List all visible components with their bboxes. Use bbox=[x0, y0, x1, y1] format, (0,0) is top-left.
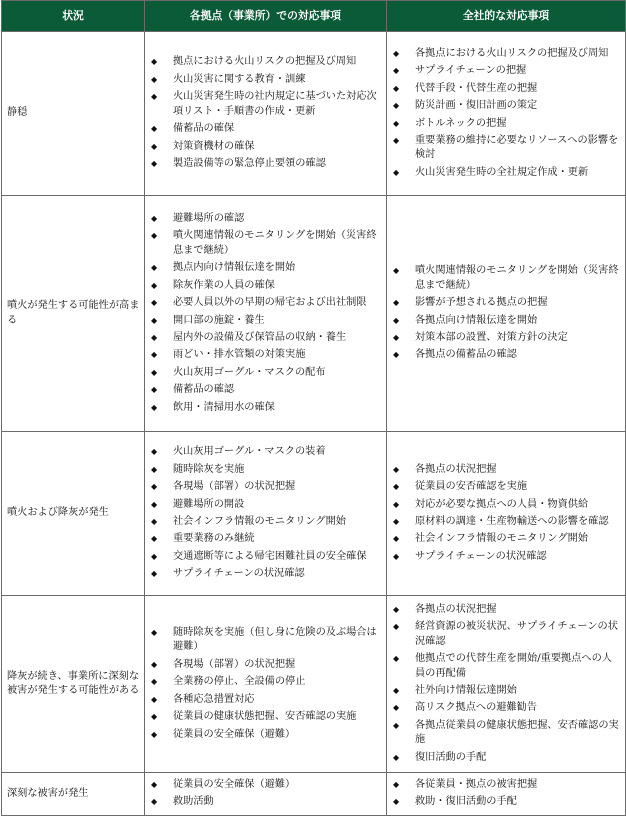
diamond-bullet-icon: ◆ bbox=[393, 482, 400, 492]
list-item-text: 避難場所の開設 bbox=[173, 498, 245, 510]
list-item bbox=[151, 401, 382, 415]
diamond-bullet-icon: ◆ bbox=[393, 780, 400, 789]
overall-actions-list bbox=[393, 47, 621, 181]
list-item-text: 各現場（部署）の状況把握 bbox=[173, 658, 296, 670]
site-actions-list bbox=[151, 445, 382, 582]
list-item bbox=[393, 480, 621, 494]
overall-actions-cell bbox=[387, 773, 626, 816]
list-item-text: 重要業務の維持に必要なリソースへの影響を検討 bbox=[415, 134, 619, 161]
list-item-text: 屋内外の設備及び保管品の収納・養生 bbox=[173, 331, 347, 343]
list-item bbox=[151, 348, 382, 362]
list-item bbox=[151, 261, 382, 275]
diamond-bullet-icon: ◆ bbox=[151, 780, 158, 789]
diamond-bullet-icon: ◆ bbox=[393, 135, 400, 145]
list-item bbox=[393, 532, 621, 546]
diamond-bullet-icon: ◆ bbox=[151, 499, 158, 509]
list-item bbox=[393, 652, 621, 681]
list-item-text: サプライチェーンの状況確認 bbox=[415, 550, 547, 562]
list-item bbox=[151, 90, 382, 119]
diamond-bullet-icon: ◆ bbox=[151, 57, 158, 67]
diamond-bullet-icon: ◆ bbox=[393, 499, 400, 509]
diamond-bullet-icon: ◆ bbox=[393, 604, 400, 614]
diamond-bullet-icon: ◆ bbox=[393, 703, 400, 713]
site-actions-list bbox=[151, 212, 382, 416]
diamond-bullet-icon: ◆ bbox=[151, 569, 158, 579]
list-item-text: 重要業務のみ継続 bbox=[173, 533, 255, 545]
list-item-text: 避難場所の確認 bbox=[173, 212, 245, 224]
list-item bbox=[393, 620, 621, 649]
list-item bbox=[393, 314, 621, 328]
site-actions-cell bbox=[145, 596, 387, 773]
list-item-text: 火山灰用ゴーグル・マスクの装着 bbox=[173, 446, 326, 458]
list-item bbox=[393, 134, 621, 163]
diamond-bullet-icon: ◆ bbox=[151, 627, 158, 637]
list-item bbox=[151, 463, 382, 477]
overall-actions-cell bbox=[387, 32, 626, 196]
list-item bbox=[393, 296, 621, 310]
list-item-text: 社会インフラ情報のモニタリング開始 bbox=[173, 516, 346, 527]
list-item-text: 製造設備等の緊急停止要領の確認 bbox=[173, 158, 326, 170]
list-item bbox=[393, 117, 621, 131]
diamond-bullet-icon: ◆ bbox=[151, 402, 158, 412]
list-item bbox=[393, 550, 621, 564]
list-item-text: 各拠点従業員の健康状態把握、安否確認の実施 bbox=[415, 719, 619, 746]
diamond-bullet-icon: ◆ bbox=[393, 534, 400, 544]
list-item bbox=[151, 675, 382, 689]
diamond-bullet-icon: ◆ bbox=[151, 729, 158, 739]
list-item bbox=[151, 296, 382, 310]
list-item-text: 除灰作業の人員の確保 bbox=[173, 279, 275, 291]
list-item-text: 随時除灰を実施（但し身に危険の及ぶ場合は避難） bbox=[173, 626, 377, 653]
list-item bbox=[151, 532, 382, 546]
list-item-text: 火山灰用ゴーグル・マスクの配布 bbox=[173, 366, 326, 378]
diamond-bullet-icon: ◆ bbox=[151, 797, 158, 807]
list-item bbox=[151, 366, 382, 380]
table-row bbox=[2, 196, 626, 432]
list-item bbox=[393, 47, 621, 61]
diamond-bullet-icon: ◆ bbox=[151, 159, 158, 169]
situation-cell: 静穏 bbox=[2, 32, 145, 196]
list-item-text: 原材料の調達・生産物輸送への影響を確認 bbox=[415, 516, 609, 527]
diamond-bullet-icon: ◆ bbox=[151, 74, 158, 84]
list-item-text: 火山災害発生時の全社規定作成・更新 bbox=[415, 166, 589, 178]
list-item bbox=[151, 658, 382, 672]
header-situation: 状況 bbox=[2, 1, 145, 32]
overall-actions-list bbox=[393, 264, 621, 363]
diamond-bullet-icon: ◆ bbox=[151, 694, 158, 704]
site-actions-list bbox=[151, 778, 382, 810]
list-item bbox=[151, 498, 382, 512]
list-item-text: 各拠点向け情報伝達を開始 bbox=[415, 314, 538, 326]
list-item-text: 従業員の安全確保（避難） bbox=[173, 779, 296, 790]
list-item-text: 備蓄品の確認 bbox=[173, 384, 235, 396]
list-item bbox=[151, 710, 382, 724]
list-item-text: 拠点内向け情報伝達を開始 bbox=[173, 262, 296, 274]
list-item bbox=[151, 55, 382, 69]
site-actions-cell bbox=[145, 432, 387, 596]
diamond-bullet-icon: ◆ bbox=[151, 280, 158, 290]
diamond-bullet-icon: ◆ bbox=[151, 551, 158, 561]
header-site-actions: 各拠点（事業所）での対応事項 bbox=[145, 1, 387, 32]
list-item-text: 対策資機材の確保 bbox=[173, 140, 255, 152]
diamond-bullet-icon: ◆ bbox=[151, 231, 158, 241]
diamond-bullet-icon: ◆ bbox=[393, 118, 400, 128]
list-item-text: 従業員の健康状態把握、安否確認の実施 bbox=[173, 711, 357, 723]
diamond-bullet-icon: ◆ bbox=[393, 654, 400, 664]
list-item bbox=[151, 314, 382, 328]
diamond-bullet-icon: ◆ bbox=[151, 213, 158, 223]
list-item-text: ボトルネックの把握 bbox=[415, 117, 507, 129]
diamond-bullet-icon: ◆ bbox=[151, 92, 158, 102]
diamond-bullet-icon: ◆ bbox=[151, 677, 158, 687]
list-item bbox=[393, 751, 621, 765]
list-item-text: 飲用・清掃用水の確保 bbox=[173, 401, 275, 413]
list-item-text: 開口部の施錠・養生 bbox=[173, 314, 265, 326]
list-item bbox=[393, 701, 621, 715]
list-item-text: 代替手段・代替生産の把握 bbox=[415, 82, 538, 94]
diamond-bullet-icon: ◆ bbox=[393, 622, 400, 632]
list-item bbox=[151, 550, 382, 564]
diamond-bullet-icon: ◆ bbox=[393, 464, 400, 474]
site-actions-cell bbox=[145, 32, 387, 196]
overall-actions-cell bbox=[387, 596, 626, 773]
list-item-text: 救助・復旧活動の手配 bbox=[415, 796, 517, 808]
list-item-text: 救助活動 bbox=[173, 796, 214, 808]
list-item bbox=[151, 212, 382, 226]
list-item-text: サプライチェーンの状況確認 bbox=[173, 568, 305, 580]
list-item-text: 拠点における火山リスクの把握及び周知 bbox=[173, 56, 357, 68]
diamond-bullet-icon: ◆ bbox=[393, 350, 400, 360]
site-actions-cell bbox=[145, 773, 387, 816]
site-actions-cell bbox=[145, 196, 387, 432]
table-row bbox=[2, 32, 626, 196]
diamond-bullet-icon: ◆ bbox=[393, 315, 400, 325]
list-item bbox=[151, 122, 382, 136]
diamond-bullet-icon: ◆ bbox=[393, 298, 400, 308]
list-item bbox=[151, 157, 382, 171]
header-row bbox=[2, 1, 626, 32]
list-item bbox=[393, 348, 621, 362]
list-item-text: 各拠点の状況把握 bbox=[415, 463, 497, 475]
list-item-text: 対策本部の設置、対策方針の決定 bbox=[415, 331, 568, 343]
diamond-bullet-icon: ◆ bbox=[151, 332, 158, 342]
list-item-text: 噴火関連情報のモニタリングを開始（災害終息まで継続） bbox=[415, 265, 619, 291]
overall-actions-list bbox=[393, 778, 621, 810]
list-item bbox=[393, 99, 621, 113]
diamond-bullet-icon: ◆ bbox=[393, 551, 400, 561]
list-item-text: 各拠点の備蓄品の確認 bbox=[415, 349, 517, 361]
overall-actions-list bbox=[393, 603, 621, 766]
list-item bbox=[151, 73, 382, 87]
diamond-bullet-icon: ◆ bbox=[151, 659, 158, 669]
diamond-bullet-icon: ◆ bbox=[393, 83, 400, 93]
list-item bbox=[393, 463, 621, 477]
list-item-text: 高リスク拠点への避難勧告 bbox=[415, 702, 538, 714]
list-item bbox=[393, 515, 621, 529]
list-item bbox=[393, 331, 621, 345]
situation-cell: 噴火が発生する可能性が高まる bbox=[2, 196, 145, 432]
list-item-text: 防災計画・復旧計画の策定 bbox=[415, 100, 538, 112]
list-item-text: 影響が予想される拠点の把握 bbox=[415, 297, 548, 309]
list-item bbox=[151, 626, 382, 655]
table-row bbox=[2, 596, 626, 773]
diamond-bullet-icon: ◆ bbox=[393, 266, 400, 276]
response-table-page bbox=[1, 0, 625, 816]
list-item bbox=[151, 445, 382, 459]
list-item-text: 必要人員以外の早期の帰宅および出社制限 bbox=[173, 297, 367, 309]
diamond-bullet-icon: ◆ bbox=[393, 720, 400, 730]
list-item-text: 各現場（部署）の状況把握 bbox=[173, 481, 296, 493]
diamond-bullet-icon: ◆ bbox=[151, 124, 158, 134]
volcano-response-table bbox=[1, 0, 626, 816]
list-item bbox=[393, 498, 621, 512]
list-item bbox=[151, 480, 382, 494]
list-item-text: 対応が必要な拠点への人員・物資供給 bbox=[415, 498, 589, 510]
list-item bbox=[393, 64, 621, 78]
situation-cell: 噴火および降灰が発生 bbox=[2, 432, 145, 596]
list-item-text: 社会インフラ情報のモニタリング開始 bbox=[415, 533, 588, 545]
situation-cell: 降灰が続き、事業所に深刻な被害が発生する可能性がある bbox=[2, 596, 145, 773]
diamond-bullet-icon: ◆ bbox=[393, 752, 400, 762]
site-actions-list bbox=[151, 626, 382, 742]
list-item-text: 従業員の安否確認を実施 bbox=[415, 481, 528, 493]
list-item-text: サプライチェーンの把握 bbox=[415, 65, 527, 77]
list-item-text: 社外向け情報伝達開始 bbox=[415, 685, 517, 696]
list-item-text: 復旧活動の手配 bbox=[415, 751, 487, 763]
diamond-bullet-icon: ◆ bbox=[151, 141, 158, 151]
diamond-bullet-icon: ◆ bbox=[151, 464, 158, 474]
list-item bbox=[151, 567, 382, 581]
overall-actions-cell bbox=[387, 196, 626, 432]
diamond-bullet-icon: ◆ bbox=[393, 167, 400, 177]
situation-cell: 深刻な被害が発生 bbox=[2, 773, 145, 816]
diamond-bullet-icon: ◆ bbox=[393, 101, 400, 111]
diamond-bullet-icon: ◆ bbox=[151, 482, 158, 492]
diamond-bullet-icon: ◆ bbox=[393, 686, 400, 695]
diamond-bullet-icon: ◆ bbox=[151, 385, 158, 395]
list-item bbox=[393, 603, 621, 617]
list-item-text: 火山災害発生時の社内規定に基づいた対応次項リスト・手順書の作成・更新 bbox=[173, 91, 377, 117]
list-item bbox=[393, 166, 621, 180]
list-item-text: 各従業員・拠点の被害把握 bbox=[415, 779, 538, 790]
list-item bbox=[393, 719, 621, 748]
diamond-bullet-icon: ◆ bbox=[151, 367, 158, 377]
list-item-text: 各拠点における火山リスクの把握及び周知 bbox=[415, 47, 609, 59]
list-item-text: 経営資源の被災状況、サプライチェーンの状況確認 bbox=[415, 621, 618, 647]
diamond-bullet-icon: ◆ bbox=[151, 298, 158, 308]
list-item bbox=[151, 515, 382, 529]
diamond-bullet-icon: ◆ bbox=[393, 517, 400, 526]
diamond-bullet-icon: ◆ bbox=[151, 315, 158, 325]
list-item-text: 全業務の停止、全設備の停止 bbox=[173, 676, 306, 688]
list-item-text: 雨どい・排水管類の対策実施 bbox=[173, 349, 306, 361]
list-item-text: 随時除灰を実施 bbox=[173, 463, 245, 475]
site-actions-list bbox=[151, 55, 382, 171]
list-item-text: 噴火関連情報のモニタリングを開始（災害終息まで継続） bbox=[173, 230, 377, 256]
table-row bbox=[2, 432, 626, 596]
diamond-bullet-icon: ◆ bbox=[151, 350, 158, 360]
list-item bbox=[151, 693, 382, 707]
table-row bbox=[2, 773, 626, 816]
list-item bbox=[151, 795, 382, 809]
header-overall-actions: 全社的な対応事項 bbox=[387, 1, 626, 32]
list-item-text: 火山災害に関する教育・訓練 bbox=[173, 73, 306, 85]
list-item bbox=[151, 140, 382, 154]
list-item bbox=[393, 795, 621, 809]
list-item bbox=[393, 82, 621, 96]
list-item-text: 交通遮断等による帰宅困難社員の安全確保 bbox=[173, 550, 367, 562]
list-item bbox=[393, 778, 621, 792]
list-item bbox=[393, 684, 621, 698]
overall-actions-cell bbox=[387, 432, 626, 596]
list-item bbox=[151, 229, 382, 258]
diamond-bullet-icon: ◆ bbox=[393, 797, 400, 807]
table-body bbox=[2, 32, 626, 816]
list-item-text: 備蓄品の確保 bbox=[173, 123, 235, 135]
diamond-bullet-icon: ◆ bbox=[151, 534, 158, 544]
diamond-bullet-icon: ◆ bbox=[393, 332, 400, 342]
list-item-text: 他拠点での代替生産を開始/重要拠点への人員の再配備 bbox=[415, 653, 612, 679]
list-item bbox=[393, 264, 621, 293]
list-item bbox=[151, 728, 382, 742]
diamond-bullet-icon: ◆ bbox=[151, 712, 158, 722]
diamond-bullet-icon: ◆ bbox=[151, 517, 158, 526]
diamond-bullet-icon: ◆ bbox=[151, 263, 158, 273]
list-item-text: 各拠点の状況把握 bbox=[415, 603, 497, 615]
list-item-text: 従業員の安全確保（避難） bbox=[173, 728, 296, 740]
diamond-bullet-icon: ◆ bbox=[393, 48, 400, 58]
list-item bbox=[151, 383, 382, 397]
list-item bbox=[151, 279, 382, 293]
overall-actions-list bbox=[393, 463, 621, 565]
list-item bbox=[151, 778, 382, 792]
diamond-bullet-icon: ◆ bbox=[393, 66, 400, 76]
list-item bbox=[151, 331, 382, 345]
diamond-bullet-icon: ◆ bbox=[151, 447, 158, 457]
list-item-text: 各種応急措置対応 bbox=[173, 693, 255, 705]
